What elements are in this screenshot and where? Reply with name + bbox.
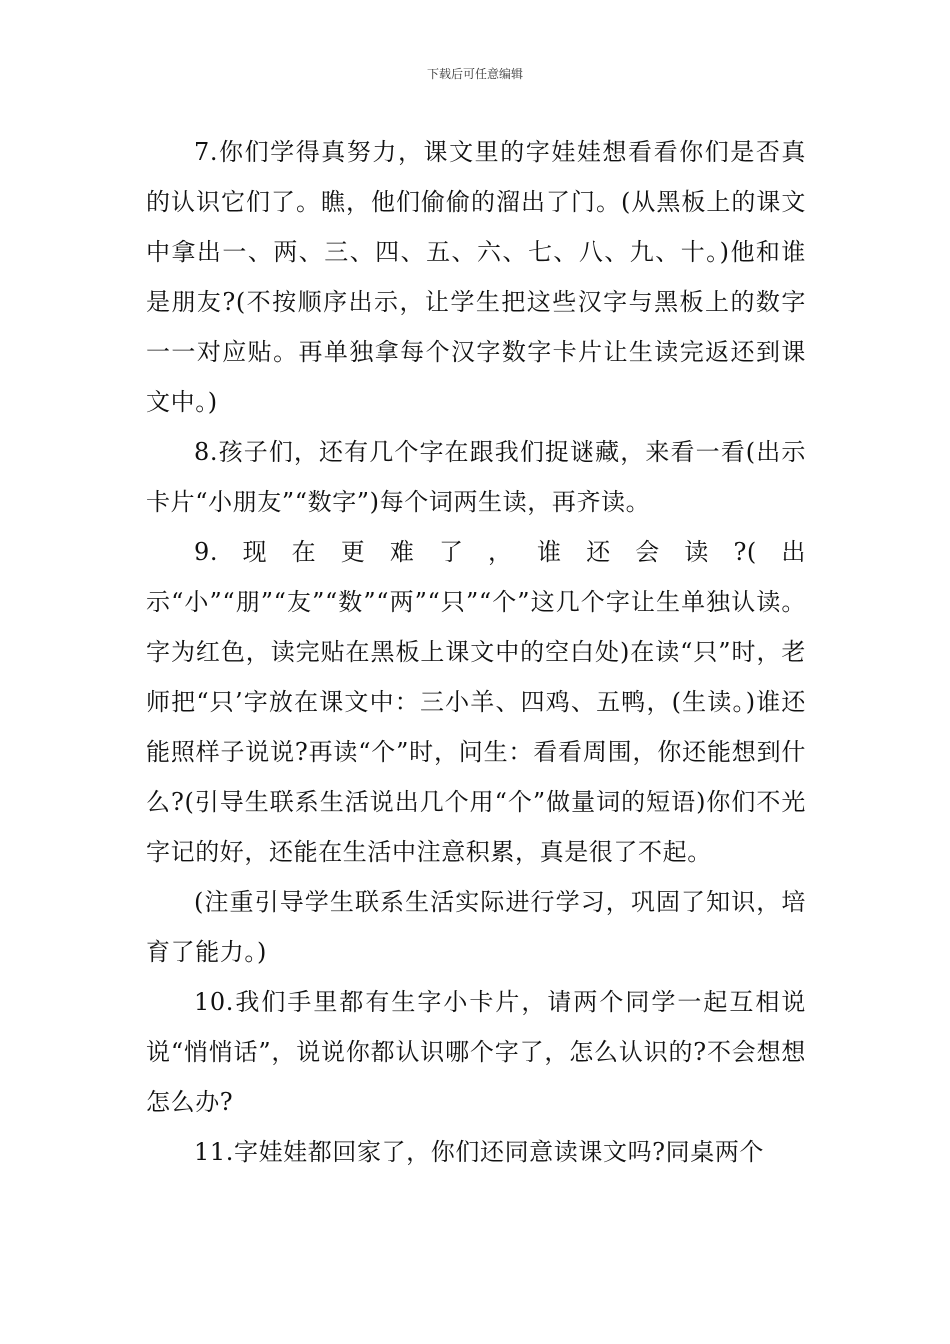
paragraph-step-9: 9.现在更难了，谁还会读?(出示“小”“朋”“友”“数”“两”“只”“个”这几个字让生单独认读。字为红色，读完贴在黑板上课文中的空白处)在读“只”时，老师把“只’字放在课文中：三小羊、四鸡、五鸭，(生读。)谁还能照样子说说?再读“个”时，问生：看看周围，你还能想到什么?(引导生联系生活说出几个用“个”做量词的短语)你们不光字记的好，还能在生活中注意积累，真是很了不起。 [146,538,806,866]
paragraph-step-7: 7.你们学得真努力，课文里的字娃娃想看看你们是否真的认识它们了。瞧，他们偷偷的溜出了门。(从黑板上的课文中拿出一、两、三、四、五、六、七、八、九、十。)他和谁是朋友?(不按顺序出示，让学生把这些汉字与黑板上的数字一一对应贴。再单独拿每个汉字数字卡片让生读完返还到课文中。) [146,138,806,416]
paragraph-step-11: 11.字娃娃都回家了，你们还同意读课文吗?同桌两个 [194,1138,765,1166]
page-header-note: 下载后可任意编辑 [426,67,523,81]
paragraph-note: (注重引导学生联系生活实际进行学习，巩固了知识，培育了能力。) [146,888,806,966]
paragraph-step-10: 10.我们手里都有生字小卡片，请两个同学一起互相说说“悄悄话”，说说你都认识哪个字了，怎么认识的?不会想想怎么办? [146,988,806,1116]
paragraph-step-8: 8.孩子们，还有几个字在跟我们捉谜藏，来看一看(出示卡片“小朋友”“数字”)每个词两生读，再齐读。 [146,438,806,516]
document-body [146,127,806,1177]
